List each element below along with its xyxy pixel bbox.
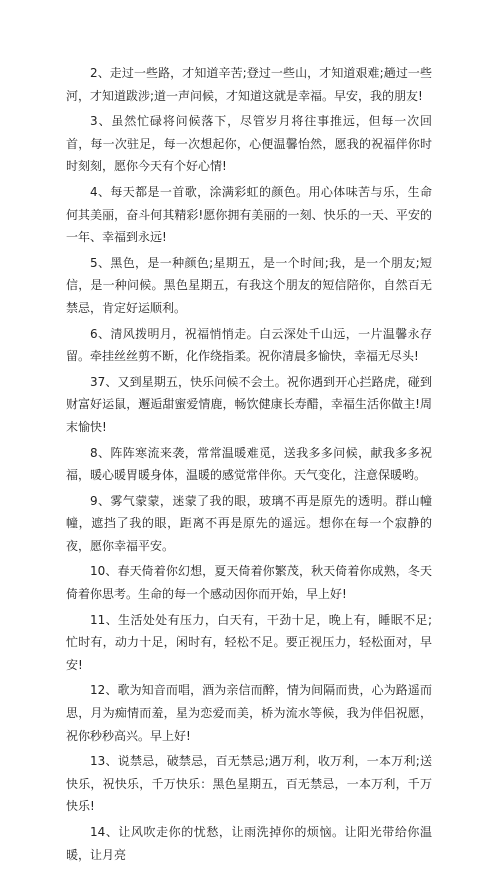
paragraph-6: 6、清风拨明月，祝福悄悄走。白云深处千山远，一片温馨永存留。牵挂丝丝剪不断，化作绕指柔。祝你清晨多愉快，幸福无尽头! (66, 326, 432, 364)
paragraph-11: 11、生活处处有压力，白天有，干劲十足，晚上有，睡眠不足;忙时有，动力十足，闲时有，轻松不足。要正视压力，轻松面对，早安! (66, 612, 432, 672)
paragraph-10: 10、春天倚着你幻想，夏天倚着你繁茂，秋天倚着你成熟，冬天倚着你思考。生命的每一个感动因你而开始，早上好! (66, 564, 432, 602)
paragraph-5: 5、黑色，是一种颜色;星期五，是一个时间;我，是一个朋友;短信，是一种问候。黑色星期五，有我这个朋友的短信陪你，自然百无禁忌，肯定好运顺利。 (66, 255, 432, 315)
paragraph-2: 2、走过一些路，才知道辛苦;登过一些山，才知道艰难;趟过一些河，才知道跋涉;道一声问候，才知道这就是幸福。早安，我的朋友! (66, 66, 432, 103)
paragraph-14: 14、让风吹走你的忧愁，让雨洗掉你的烦恼。让阳光带给你温暖，让月亮 (66, 825, 432, 862)
paragraph-37: 37、又到星期五，快乐问候不会土。祝你遇到开心拦路虎，碰到财富好运鼠，邂逅甜蜜爱情鹿，畅饮健康长寿醋，幸福生活你做主!周末愉快! (66, 374, 432, 434)
paragraph-9: 9、雾气蒙蒙，迷蒙了我的眼，玻璃不再是原先的透明。群山幢幢，遮挡了我的眼，距离不再是原先的遥远。想你在每一个寂静的夜，愿你幸福平安。 (66, 493, 432, 553)
paragraph-8: 8、阵阵寒流来袭，常常温暖难觅，送我多多问候，献我多多祝福，暖心暖胃暖身体，温暖的感觉常伴你。天气变化，注意保暖哟。 (66, 445, 432, 483)
paragraph-12: 12、歌为知音而唱，酒为亲信而醉，情为间隔而贵，心为路遥而思，月为痴情而羞，星为恋爱而美，桥为流水等候，我为伴侣祝愿，祝你秒秒高兴。早上好! (66, 683, 432, 743)
document-body (66, 62, 432, 869)
paragraph-4: 4、每天都是一首歌，涂满彩虹的颜色。用心体味苦与乐，生命何其美丽，奋斗何其精彩!愿你拥有美丽的一刻、快乐的一天、平安的一年、幸福到永远! (66, 184, 432, 245)
paragraph-3: 3、虽然忙碌将问候落下，尽管岁月将往事推远，但每一次回首，每一次驻足，每一次想起你，心便温馨怡然，愿我的祝福伴你时时刻刻，愿你今天有个好心情! (66, 114, 432, 174)
paragraph-13: 13、说禁忌，破禁忌，百无禁忌;遇万利，收万利，一本万利;送快乐，祝快乐，千万快乐：黑色星期五，百无禁忌，一本万利，千万快乐! (66, 754, 432, 814)
